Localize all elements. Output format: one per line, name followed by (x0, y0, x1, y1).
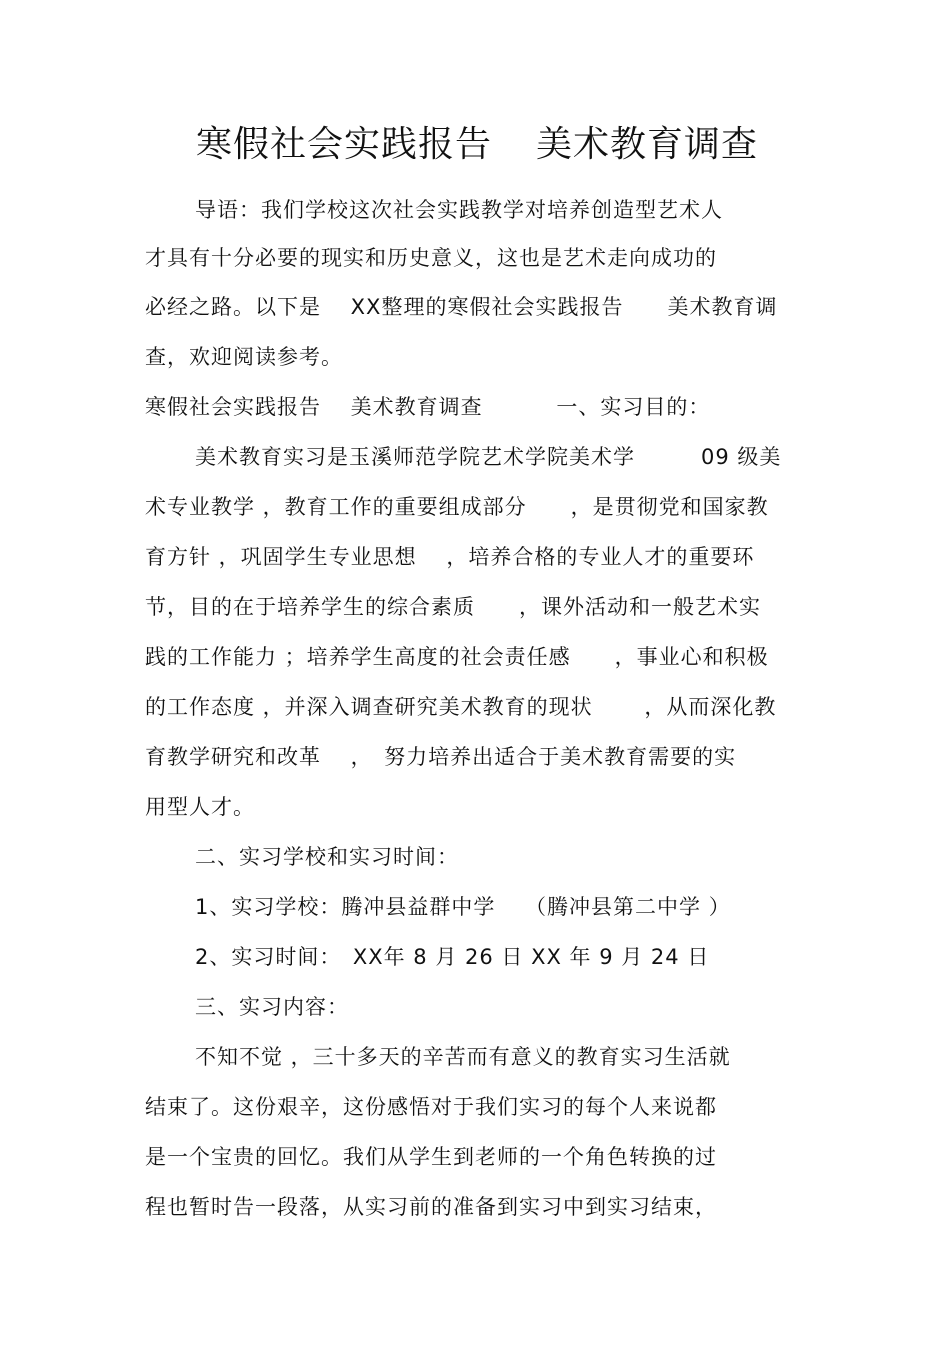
text-line: 必经之路。以下是 XX整理的寒假社会实践报告 美术教育调 (145, 295, 778, 319)
text-line: 节，目的在于培养学生的综合素质 ，课外活动和一般艺术实 (145, 595, 761, 619)
text-line: 导语：我们学校这次社会实践教学对培养创造型艺术人 (195, 198, 723, 222)
document-title (196, 121, 758, 169)
text-line: 结束了。这份艰辛，这份感悟对于我们实习的每个人来说都 (145, 1095, 717, 1119)
text-line: 用型人才。 (145, 795, 255, 819)
text-line: 查，欢迎阅读参考。 (145, 345, 343, 369)
text-line: 术专业教学 ，教育工作的重要组成部分 ，是贯彻党和国家教 (145, 495, 769, 519)
text-line: 不知不觉 ，三十多天的辛苦而有意义的教育实习生活就 (195, 1045, 731, 1069)
text-line: 育方针 ，巩固学生专业思想 ，培养合格的专业人才的重要环 (145, 545, 755, 569)
text-line: 程也暂时告一段落，从实习前的准备到实习中到实习结束， (145, 1195, 717, 1219)
text-line: 寒假社会实践报告 美术教育调查 一、实习目的： (145, 395, 711, 419)
title-part-1: 寒假社会实践报告 (196, 124, 493, 165)
text-line: 才具有十分必要的现实和历史意义，这也是艺术走向成功的 (145, 246, 717, 270)
text-line: 是一个宝贵的回忆。我们从学生到老师的一个角色转换的过 (145, 1145, 717, 1169)
text-line: 2、实习时间： XX年 8 月 26 日 XX 年 9 月 24 日 (195, 945, 710, 969)
text-line: 1、实习学校：腾冲县益群中学 （腾冲县第二中学 ） (195, 895, 731, 919)
text-line: 三、实习内容： (195, 995, 349, 1019)
text-line: 践的工作能力 ；培养学生高度的社会责任感 ，事业心和积极 (145, 645, 769, 669)
text-line: 育教学研究和改革 ， 努力培养出适合于美术教育需要的实 (145, 745, 737, 769)
title-part-2: 美术教育调查 (536, 124, 759, 165)
text-line: 二、实习学校和实习时间： (195, 845, 459, 869)
text-line: 的工作态度 ，并深入调查研究美术教育的现状 ，从而深化教 (145, 695, 777, 719)
text-line: 美术教育实习是玉溪师范学院艺术学院美术学 09 级美 (195, 445, 782, 469)
